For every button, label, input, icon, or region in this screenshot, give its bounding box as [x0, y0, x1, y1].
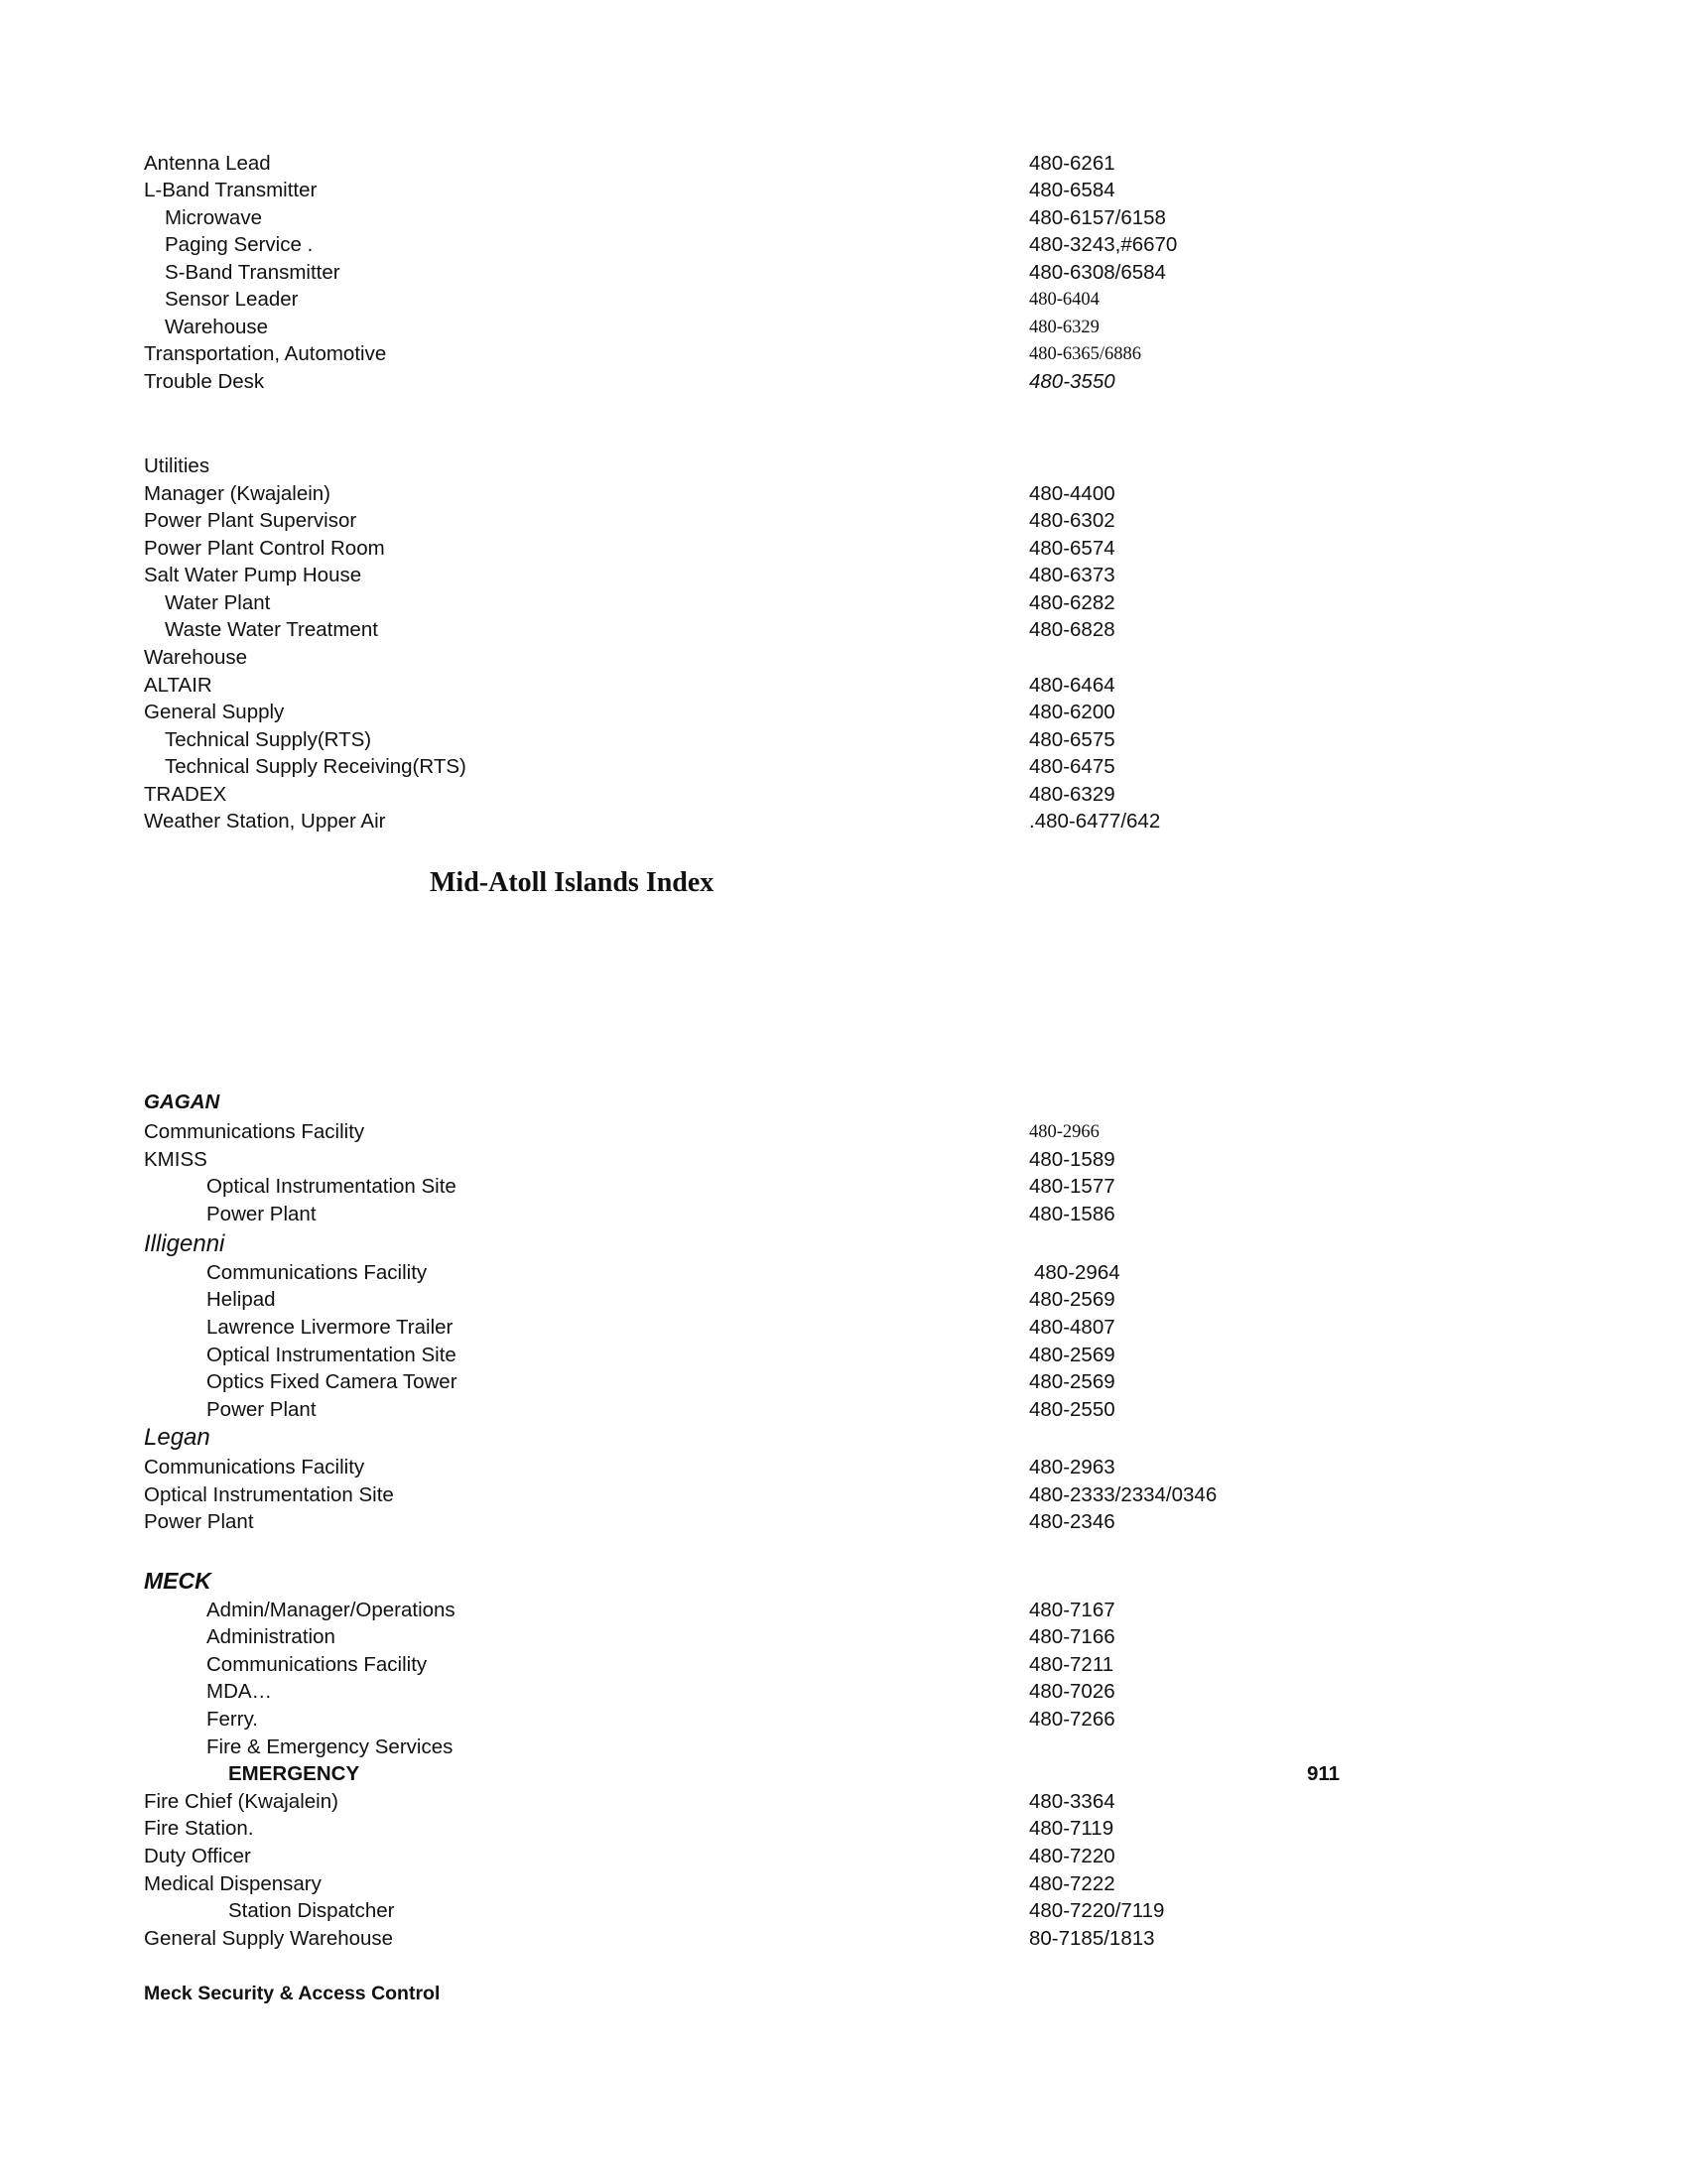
entry-phone: 480-2964 — [1034, 1261, 1120, 1284]
entry-label: Fire Chief (Kwajalein) — [144, 1790, 338, 1813]
list-item — [0, 1843, 1688, 1870]
entry-phone: 480-2569 — [1029, 1344, 1115, 1366]
list-item — [0, 808, 1688, 835]
entry-label: Optics Fixed Camera Tower — [206, 1370, 457, 1393]
list-item — [0, 644, 1688, 672]
entry-phone: 480-6157/6158 — [1029, 206, 1166, 229]
entry-phone: 480-1589 — [1029, 1148, 1115, 1171]
list-item — [0, 1815, 1688, 1843]
entry-phone: 480-6584 — [1029, 179, 1115, 201]
entry-label: Lawrence Livermore Trailer — [206, 1316, 454, 1339]
entry-phone: 480-6373 — [1029, 564, 1115, 586]
list-item — [0, 726, 1688, 754]
entry-phone: 480-4807 — [1029, 1316, 1115, 1339]
list-item — [0, 753, 1688, 781]
list-item — [0, 781, 1688, 809]
list-item — [0, 1201, 1688, 1228]
entry-label: Manager (Kwajalein) — [144, 482, 331, 505]
footer-heading-row — [0, 1980, 1688, 2007]
entry-label: Communications Facility — [144, 1456, 365, 1478]
entry-label: Communications Facility — [206, 1261, 428, 1284]
entry-label: Optical Instrumentation Site — [206, 1344, 456, 1366]
entry-label: Technical Supply(RTS) — [165, 728, 372, 751]
list-item — [0, 1760, 1688, 1788]
list-item — [0, 589, 1688, 617]
entry-label: Warehouse — [165, 316, 269, 338]
entry-label: Transportation, Automotive — [144, 342, 387, 365]
entry-phone: 480-6308/6584 — [1029, 261, 1166, 284]
list-item — [0, 150, 1688, 178]
list-item — [0, 314, 1688, 341]
entry-label: Optical Instrumentation Site — [206, 1175, 456, 1198]
entry-phone: 480-1586 — [1029, 1203, 1115, 1225]
list-item — [0, 1368, 1688, 1396]
entry-label: Medical Dispensary — [144, 1872, 322, 1895]
entry-phone: 480-2569 — [1029, 1370, 1115, 1393]
list-item — [0, 1146, 1688, 1174]
entry-label: Warehouse — [144, 646, 248, 669]
entry-label: Administration — [206, 1625, 335, 1648]
entry-label: Trouble Desk — [144, 370, 265, 393]
entry-phone: 480-6261 — [1029, 152, 1115, 175]
list-item — [0, 204, 1688, 232]
list-item — [0, 1706, 1688, 1734]
entry-phone: 480-6475 — [1029, 755, 1115, 778]
entry-phone: 480-7220/7119 — [1029, 1899, 1165, 1922]
entry-label: Antenna Lead — [144, 152, 271, 175]
entry-phone: 480-3364 — [1029, 1790, 1115, 1813]
entry-phone: 480-7222 — [1029, 1872, 1115, 1895]
entry-phone: 480-2569 — [1029, 1288, 1115, 1311]
entry-label: General Supply Warehouse — [144, 1927, 394, 1950]
entry-phone: 480-7166 — [1029, 1625, 1115, 1648]
section-heading — [0, 1565, 1688, 1597]
entry-label: Power Plant — [144, 1510, 254, 1533]
entry-phone: 480-7167 — [1029, 1599, 1115, 1621]
list-item — [0, 672, 1688, 700]
entry-label: Technical Supply Receiving(RTS) — [165, 755, 466, 778]
entry-phone: 480-6365/6886 — [1029, 344, 1142, 364]
entry-phone: 480-7211 — [1029, 1653, 1114, 1676]
list-item — [0, 1173, 1688, 1201]
entry-phone: 480-6329 — [1029, 318, 1100, 337]
emergency-phone: 911 — [1307, 1762, 1341, 1785]
emergency-label: EMERGENCY — [228, 1762, 360, 1785]
entry-label: Waste Water Treatment — [165, 618, 378, 641]
entry-label: Helipad — [206, 1288, 276, 1311]
list-item — [0, 480, 1688, 508]
list-item — [0, 562, 1688, 589]
list-item — [0, 1925, 1688, 1953]
list-item — [0, 1259, 1688, 1287]
list-item — [0, 699, 1688, 726]
list-item — [0, 1342, 1688, 1369]
entry-phone: 80-7185/1813 — [1029, 1927, 1155, 1950]
section-heading — [0, 1422, 1688, 1454]
list-item — [0, 177, 1688, 204]
entry-label: Communications Facility — [144, 1120, 365, 1143]
list-item — [0, 286, 1688, 314]
entry-phone: 480-4400 — [1029, 482, 1115, 505]
entry-label: Water Plant — [165, 591, 271, 614]
entry-label: MDA… — [206, 1680, 273, 1703]
entry-phone: 480-6200 — [1029, 701, 1115, 723]
list-item — [0, 231, 1688, 259]
entry-label: Fire Station. — [144, 1817, 254, 1840]
entry-phone: 480-6404 — [1029, 290, 1100, 310]
list-item — [0, 1897, 1688, 1925]
gagan-heading: GAGAN — [144, 1091, 220, 1113]
list-item — [0, 1118, 1688, 1146]
entry-phone: 480-7026 — [1029, 1680, 1115, 1703]
section-heading — [0, 1089, 1688, 1116]
entry-phone: 480-6574 — [1029, 537, 1115, 560]
entry-label: Weather Station, Upper Air — [144, 810, 386, 833]
entry-label: Optical Instrumentation Site — [144, 1483, 394, 1506]
page-title: Mid-Atoll Islands Index — [430, 867, 714, 898]
section-heading — [0, 1228, 1688, 1260]
entry-phone: 480-2550 — [1029, 1398, 1115, 1421]
entry-phone: 480-7220 — [1029, 1845, 1115, 1867]
entry-phone: 480-2966 — [1029, 1122, 1100, 1142]
entry-label: Ferry. — [206, 1708, 259, 1731]
legan-heading: Legan — [144, 1424, 210, 1451]
list-item — [0, 535, 1688, 563]
list-item — [0, 1314, 1688, 1342]
entry-label: KMISS — [144, 1148, 207, 1171]
list-item — [0, 1454, 1688, 1481]
entry-phone: 480-6828 — [1029, 618, 1115, 641]
entry-label: TRADEX — [144, 783, 227, 806]
list-item — [0, 1396, 1688, 1424]
entry-label: Power Plant Control Room — [144, 537, 385, 560]
entry-phone: 480-1577 — [1029, 1175, 1115, 1198]
entry-label: Utilities — [144, 454, 210, 477]
list-item — [0, 1870, 1688, 1898]
list-item — [0, 452, 1688, 480]
entry-phone: .480-6477/642 — [1029, 810, 1161, 833]
entry-label: Power Plant Supervisor — [144, 509, 357, 532]
entry-label: Paging Service . — [165, 233, 314, 256]
entry-label: Admin/Manager/Operations — [206, 1599, 455, 1621]
entry-label: Power Plant — [206, 1203, 317, 1225]
list-item — [0, 1678, 1688, 1706]
illigenni-heading: Illigenni — [144, 1230, 225, 1257]
entry-phone: 480-6282 — [1029, 591, 1115, 614]
entry-label: Duty Officer — [144, 1845, 251, 1867]
entry-phone: 480-6464 — [1029, 674, 1115, 697]
entry-phone: 480-6575 — [1029, 728, 1115, 751]
entry-label: Salt Water Pump House — [144, 564, 362, 586]
entry-label: ALTAIR — [144, 674, 212, 697]
list-item — [0, 1788, 1688, 1816]
entry-phone: 480-2333/2334/0346 — [1029, 1483, 1218, 1506]
list-item — [0, 1508, 1688, 1536]
entry-label: Sensor Leader — [165, 288, 299, 311]
list-item — [0, 1597, 1688, 1624]
entry-label: Microwave — [165, 206, 262, 229]
entry-label: L-Band Transmitter — [144, 179, 318, 201]
entry-phone: 480-6302 — [1029, 509, 1115, 532]
meck-security-heading: Meck Security & Access Control — [144, 1983, 441, 2004]
entry-label: Power Plant — [206, 1398, 317, 1421]
list-item — [0, 507, 1688, 535]
entry-phone: 480-2346 — [1029, 1510, 1115, 1533]
entry-label: S-Band Transmitter — [165, 261, 340, 284]
entry-label: Communications Facility — [206, 1653, 428, 1676]
entry-label: General Supply — [144, 701, 285, 723]
list-item — [0, 1481, 1688, 1509]
entry-phone: 480-7119 — [1029, 1817, 1114, 1840]
meck-heading: MECK — [144, 1568, 211, 1594]
list-item — [0, 1286, 1688, 1314]
list-item — [0, 1734, 1688, 1761]
entry-phone: 480-3550 — [1029, 370, 1115, 393]
list-item — [0, 340, 1688, 368]
list-item — [0, 259, 1688, 287]
entry-label: Station Dispatcher — [228, 1899, 395, 1922]
entry-phone: 480-2963 — [1029, 1456, 1115, 1478]
list-item — [0, 1623, 1688, 1651]
list-item — [0, 616, 1688, 644]
list-item — [0, 1651, 1688, 1679]
entry-phone: 480-3243,#6670 — [1029, 233, 1178, 256]
entry-phone: 480-7266 — [1029, 1708, 1115, 1731]
entry-phone: 480-6329 — [1029, 783, 1115, 806]
entry-label: Fire & Emergency Services — [206, 1735, 454, 1758]
list-item — [0, 368, 1688, 396]
